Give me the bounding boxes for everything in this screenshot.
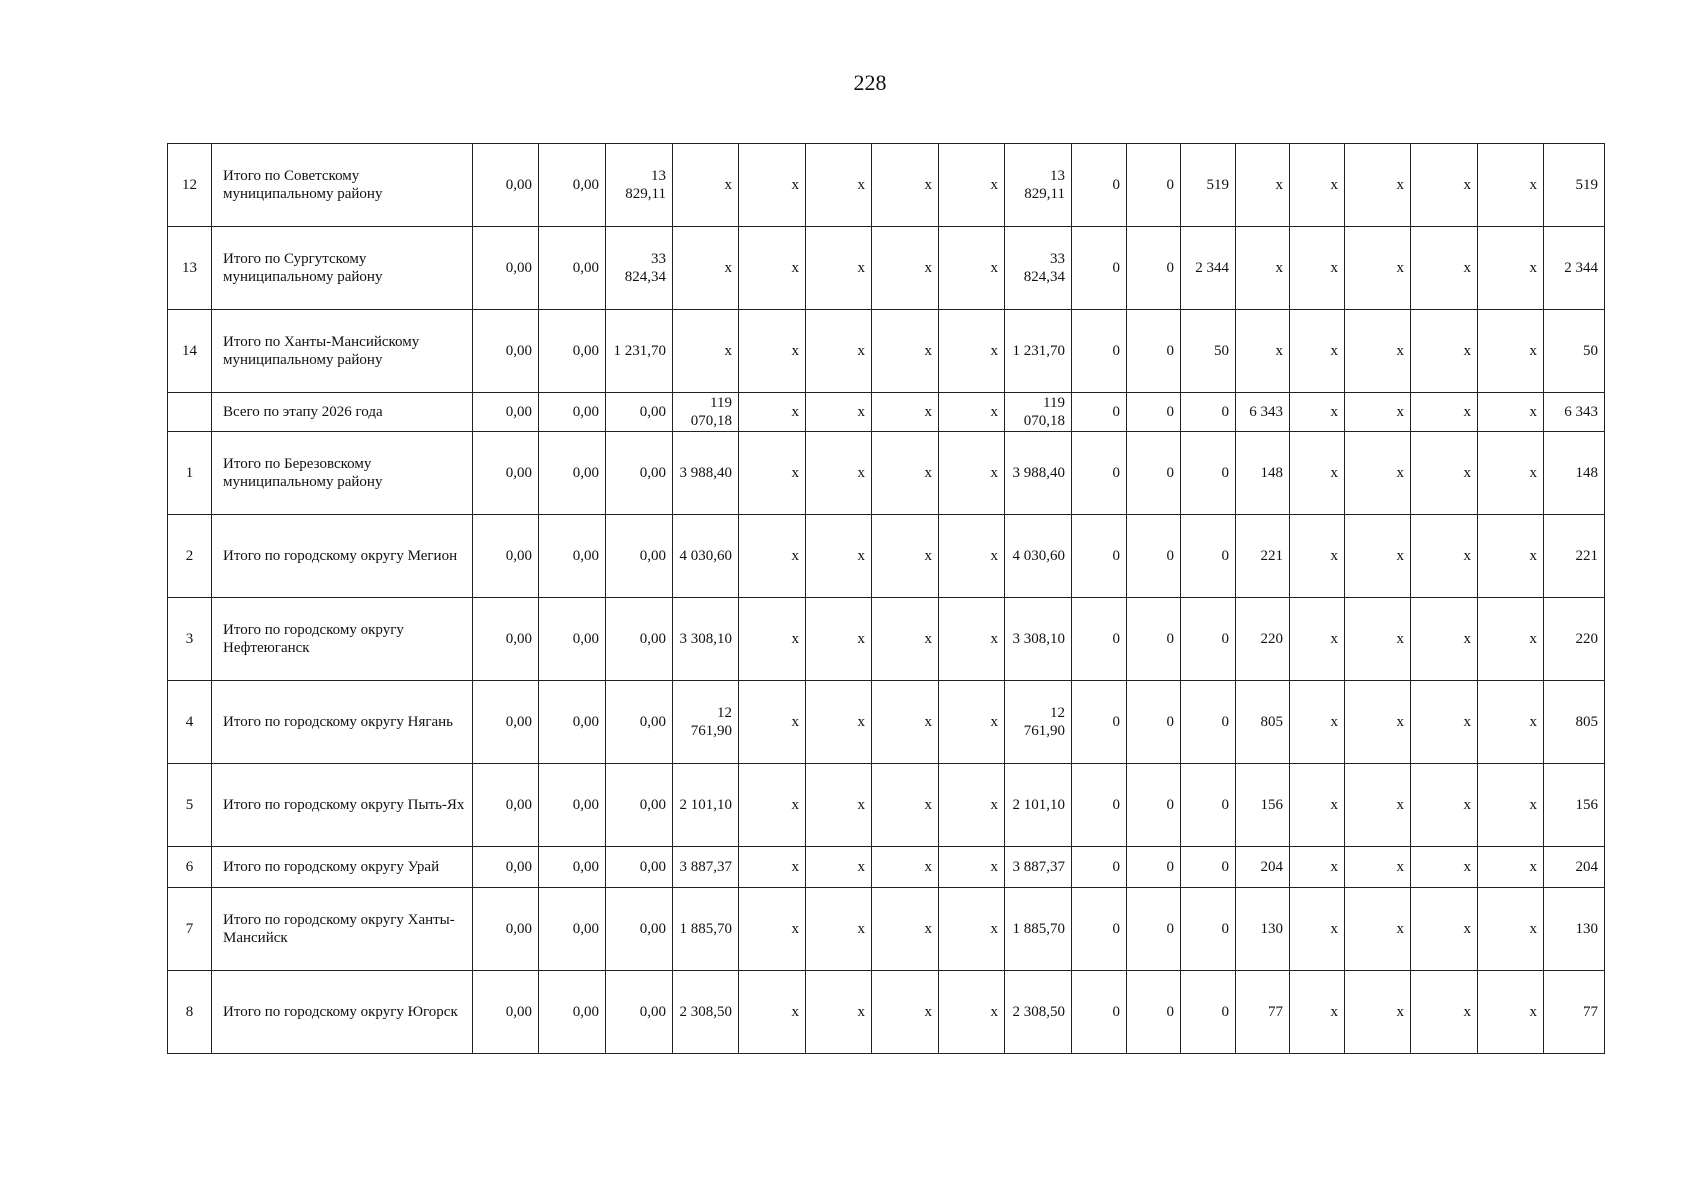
table-cell: 0,00 — [473, 971, 539, 1054]
table-cell: x — [939, 227, 1005, 310]
table-cell: 0,00 — [539, 681, 606, 764]
row-number: 6 — [168, 847, 212, 888]
table-cell: x — [1290, 598, 1345, 681]
table-cell: x — [939, 310, 1005, 393]
table-cell: 33 824,34 — [606, 227, 673, 310]
table-cell: 0,00 — [539, 144, 606, 227]
table-cell: 2 308,50 — [1005, 971, 1072, 1054]
table-cell: 0,00 — [473, 888, 539, 971]
table-row — [168, 598, 1605, 681]
table-cell: x — [939, 681, 1005, 764]
table-cell: 156 — [1544, 764, 1605, 847]
table-cell: 0 — [1127, 681, 1181, 764]
table-cell: x — [1290, 227, 1345, 310]
table-cell: x — [1236, 310, 1290, 393]
table-cell: 0 — [1181, 971, 1236, 1054]
table-cell: 3 988,40 — [1005, 432, 1072, 515]
table-cell: 4 030,60 — [673, 515, 739, 598]
table-cell: x — [806, 227, 872, 310]
table-row — [168, 227, 1605, 310]
table-cell: x — [806, 393, 872, 432]
row-name: Итого по Березовскому муниципальному району — [212, 432, 473, 515]
table-cell: 77 — [1544, 971, 1605, 1054]
table-cell: 0 — [1127, 310, 1181, 393]
table-row — [168, 515, 1605, 598]
table-cell: 1 231,70 — [1005, 310, 1072, 393]
table-cell: x — [806, 515, 872, 598]
table-cell: 0,00 — [539, 310, 606, 393]
table-cell: x — [1478, 144, 1544, 227]
table-cell: 0,00 — [539, 227, 606, 310]
table-cell: 0 — [1181, 598, 1236, 681]
row-number — [168, 393, 212, 432]
table-cell: 805 — [1236, 681, 1290, 764]
table-row — [168, 393, 1605, 432]
row-number: 3 — [168, 598, 212, 681]
table-row — [168, 310, 1605, 393]
table-cell: 0 — [1072, 681, 1127, 764]
table-cell: 0 — [1127, 227, 1181, 310]
table-cell: x — [872, 432, 939, 515]
table-cell: x — [739, 393, 806, 432]
table-cell: x — [1236, 144, 1290, 227]
table-cell: x — [1290, 144, 1345, 227]
table-cell: 3 308,10 — [673, 598, 739, 681]
table-cell: 1 885,70 — [1005, 888, 1072, 971]
table-cell: x — [1478, 847, 1544, 888]
table-cell: x — [1411, 227, 1478, 310]
table-cell: x — [1345, 598, 1411, 681]
table-cell: 0 — [1072, 310, 1127, 393]
table-cell: 0,00 — [473, 681, 539, 764]
table-cell: 50 — [1181, 310, 1236, 393]
table-cell: x — [1478, 310, 1544, 393]
table-cell: 0 — [1127, 515, 1181, 598]
table-cell: 0,00 — [473, 310, 539, 393]
table-cell: 220 — [1236, 598, 1290, 681]
row-number: 4 — [168, 681, 212, 764]
table-cell: x — [1411, 432, 1478, 515]
data-table — [167, 143, 1605, 1054]
row-number: 13 — [168, 227, 212, 310]
table-cell: 0,00 — [606, 432, 673, 515]
table-cell: x — [1411, 681, 1478, 764]
table-cell: x — [1345, 310, 1411, 393]
table-cell: 0,00 — [539, 432, 606, 515]
table-cell: x — [806, 971, 872, 1054]
table-cell: x — [1345, 393, 1411, 432]
row-name: Итого по городскому округу Югорск — [212, 971, 473, 1054]
table-cell: 0 — [1072, 227, 1127, 310]
table-cell: 0,00 — [473, 598, 539, 681]
table-cell: 12 761,90 — [1005, 681, 1072, 764]
table-cell: 0,00 — [473, 227, 539, 310]
table-cell: 77 — [1236, 971, 1290, 1054]
table-cell: x — [806, 847, 872, 888]
table-cell: 220 — [1544, 598, 1605, 681]
table-row — [168, 764, 1605, 847]
table-cell: 0 — [1181, 681, 1236, 764]
table-cell: 0 — [1072, 888, 1127, 971]
table-cell: x — [673, 227, 739, 310]
table-cell: x — [739, 310, 806, 393]
table-cell: 0 — [1127, 144, 1181, 227]
table-cell: x — [872, 888, 939, 971]
table-cell: x — [1478, 971, 1544, 1054]
table-cell: x — [939, 515, 1005, 598]
row-number: 12 — [168, 144, 212, 227]
row-number: 5 — [168, 764, 212, 847]
table-cell: 130 — [1236, 888, 1290, 971]
table-cell: 0 — [1072, 598, 1127, 681]
table-cell: 204 — [1544, 847, 1605, 888]
table-cell: 0,00 — [473, 764, 539, 847]
table-cell: x — [806, 764, 872, 847]
table-cell: x — [1411, 144, 1478, 227]
table-cell: x — [1290, 888, 1345, 971]
table-row — [168, 681, 1605, 764]
table-cell: x — [806, 598, 872, 681]
table-cell: 2 344 — [1544, 227, 1605, 310]
table-cell: 0,00 — [473, 393, 539, 432]
table-cell: x — [1236, 227, 1290, 310]
table-row — [168, 971, 1605, 1054]
table-cell: 805 — [1544, 681, 1605, 764]
table-cell: x — [1411, 971, 1478, 1054]
table-cell: 0,00 — [539, 598, 606, 681]
table-cell: x — [806, 681, 872, 764]
row-number: 7 — [168, 888, 212, 971]
row-number: 2 — [168, 515, 212, 598]
table-cell: x — [1345, 681, 1411, 764]
row-name: Итого по городскому округу Пыть-Ях — [212, 764, 473, 847]
table-cell: 0,00 — [539, 515, 606, 598]
table-cell: x — [739, 432, 806, 515]
table-cell: x — [806, 310, 872, 393]
table-cell: 0 — [1181, 515, 1236, 598]
table-cell: x — [1411, 393, 1478, 432]
row-name: Итого по Сургутскому муниципальному району — [212, 227, 473, 310]
table-cell: 1 885,70 — [673, 888, 739, 971]
table-cell: x — [1478, 598, 1544, 681]
table-cell: 148 — [1236, 432, 1290, 515]
page-number: 228 — [853, 70, 887, 95]
table-cell: x — [872, 598, 939, 681]
table-cell: 13 829,11 — [606, 144, 673, 227]
table-cell: x — [739, 764, 806, 847]
table-cell: 2 344 — [1181, 227, 1236, 310]
table-cell: x — [1290, 764, 1345, 847]
table-cell: x — [1290, 971, 1345, 1054]
table-cell: x — [872, 847, 939, 888]
table-cell: 0,00 — [539, 971, 606, 1054]
table-cell: 0,00 — [606, 393, 673, 432]
table-cell: x — [1345, 888, 1411, 971]
table-cell: 119 070,18 — [1005, 393, 1072, 432]
table-cell: 221 — [1544, 515, 1605, 598]
row-number: 8 — [168, 971, 212, 1054]
table-cell: x — [872, 764, 939, 847]
table-cell: 0,00 — [606, 598, 673, 681]
table-cell: 3 887,37 — [673, 847, 739, 888]
row-name: Итого по Ханты-Мансийскому муниципальному району — [212, 310, 473, 393]
table-cell: 0 — [1127, 393, 1181, 432]
table-cell: x — [872, 681, 939, 764]
table-cell: 0 — [1127, 598, 1181, 681]
table-cell: x — [1478, 227, 1544, 310]
table-cell: 4 030,60 — [1005, 515, 1072, 598]
table-cell: x — [739, 515, 806, 598]
table-cell: 0,00 — [473, 847, 539, 888]
table-cell: x — [806, 144, 872, 227]
table-cell: x — [1478, 515, 1544, 598]
table-cell: 0,00 — [606, 888, 673, 971]
table-cell: x — [939, 971, 1005, 1054]
table-row — [168, 888, 1605, 971]
table-cell: 2 308,50 — [673, 971, 739, 1054]
table-cell: 6 343 — [1236, 393, 1290, 432]
table-cell: x — [939, 432, 1005, 515]
table-cell: 0 — [1072, 144, 1127, 227]
row-name: Итого по городскому округу Нефтеюганск — [212, 598, 473, 681]
table-body — [168, 144, 1605, 1054]
row-number: 14 — [168, 310, 212, 393]
table-cell: 0 — [1181, 393, 1236, 432]
table-cell: x — [739, 598, 806, 681]
table-cell: 156 — [1236, 764, 1290, 847]
table-cell: x — [939, 764, 1005, 847]
table-cell: 0 — [1181, 847, 1236, 888]
table-cell: 204 — [1236, 847, 1290, 888]
table-cell: 0,00 — [606, 515, 673, 598]
table-cell: x — [939, 598, 1005, 681]
table-cell: x — [1411, 888, 1478, 971]
table-cell: x — [1345, 144, 1411, 227]
table-cell: 0 — [1072, 432, 1127, 515]
table-cell: x — [739, 681, 806, 764]
table-cell: x — [806, 888, 872, 971]
table-cell: 519 — [1544, 144, 1605, 227]
table-cell: 0 — [1072, 971, 1127, 1054]
table-cell: 0,00 — [606, 847, 673, 888]
table-cell: 6 343 — [1544, 393, 1605, 432]
table-cell: 0,00 — [473, 144, 539, 227]
row-name: Итого по городскому округу Нягань — [212, 681, 473, 764]
table-cell: x — [739, 144, 806, 227]
table-cell: 13 829,11 — [1005, 144, 1072, 227]
table-cell: x — [872, 310, 939, 393]
table-cell: x — [1411, 847, 1478, 888]
table-cell: x — [872, 971, 939, 1054]
table-cell: x — [1478, 764, 1544, 847]
table-cell: 0 — [1072, 515, 1127, 598]
table-cell: 0,00 — [606, 681, 673, 764]
table-cell: x — [1411, 515, 1478, 598]
table-cell: 50 — [1544, 310, 1605, 393]
table-cell: x — [739, 888, 806, 971]
table-cell: 0 — [1127, 432, 1181, 515]
table-cell: x — [739, 847, 806, 888]
table-cell: x — [1411, 764, 1478, 847]
table-cell: x — [872, 144, 939, 227]
table-cell: x — [1478, 432, 1544, 515]
table-cell: x — [1345, 847, 1411, 888]
table-cell: 519 — [1181, 144, 1236, 227]
table-cell: 0 — [1181, 888, 1236, 971]
table-cell: x — [1290, 515, 1345, 598]
table-cell: 0,00 — [539, 393, 606, 432]
table-cell: x — [1290, 432, 1345, 515]
table-cell: x — [1478, 681, 1544, 764]
table-cell: x — [1290, 393, 1345, 432]
table-cell: x — [872, 393, 939, 432]
table-cell: x — [1290, 681, 1345, 764]
table-cell: x — [1478, 393, 1544, 432]
table-cell: 0 — [1127, 764, 1181, 847]
table-cell: x — [872, 227, 939, 310]
table-cell: x — [673, 144, 739, 227]
table-row — [168, 432, 1605, 515]
table-cell: x — [739, 227, 806, 310]
row-name: Итого по городскому округу Ханты-Мансийск — [212, 888, 473, 971]
table-cell: 3 308,10 — [1005, 598, 1072, 681]
table-cell: x — [739, 971, 806, 1054]
table-cell: 0 — [1181, 764, 1236, 847]
table-cell: x — [939, 847, 1005, 888]
table-cell: 0,00 — [473, 515, 539, 598]
table-cell: x — [939, 888, 1005, 971]
table-row — [168, 847, 1605, 888]
table-cell: x — [1345, 432, 1411, 515]
table-cell: 0 — [1127, 888, 1181, 971]
table-cell: x — [1345, 971, 1411, 1054]
row-name: Итого по Советскому муниципальному району — [212, 144, 473, 227]
table-cell: 148 — [1544, 432, 1605, 515]
table-cell: 2 101,10 — [1005, 764, 1072, 847]
row-number: 1 — [168, 432, 212, 515]
table-cell: 3 887,37 — [1005, 847, 1072, 888]
table-cell: 0,00 — [606, 764, 673, 847]
table-cell: 3 988,40 — [673, 432, 739, 515]
row-name: Всего по этапу 2026 года — [212, 393, 473, 432]
table-cell: 0 — [1072, 764, 1127, 847]
table-cell: x — [673, 310, 739, 393]
table-cell: x — [1411, 598, 1478, 681]
table-cell: 0,00 — [473, 432, 539, 515]
table-cell: 12 761,90 — [673, 681, 739, 764]
table-row — [168, 144, 1605, 227]
table-cell: 221 — [1236, 515, 1290, 598]
table-cell: x — [1478, 888, 1544, 971]
table-cell: x — [1411, 310, 1478, 393]
table-cell: 0 — [1127, 971, 1181, 1054]
table-cell: x — [939, 393, 1005, 432]
table-cell: 0 — [1072, 847, 1127, 888]
row-name: Итого по городскому округу Урай — [212, 847, 473, 888]
table-cell: x — [939, 144, 1005, 227]
table-cell: 0,00 — [539, 764, 606, 847]
table-cell: x — [1345, 227, 1411, 310]
table-cell: x — [1345, 515, 1411, 598]
table-cell: 0,00 — [539, 847, 606, 888]
table-cell: 0 — [1181, 432, 1236, 515]
table-cell: 2 101,10 — [673, 764, 739, 847]
table-cell: 33 824,34 — [1005, 227, 1072, 310]
table-cell: 1 231,70 — [606, 310, 673, 393]
table-cell: x — [1290, 310, 1345, 393]
table-cell: x — [806, 432, 872, 515]
table-cell: 130 — [1544, 888, 1605, 971]
table-cell: 119 070,18 — [673, 393, 739, 432]
table-cell: x — [872, 515, 939, 598]
table-cell: x — [1345, 764, 1411, 847]
table-cell: 0,00 — [539, 888, 606, 971]
table-cell: 0,00 — [606, 971, 673, 1054]
table-cell: 0 — [1072, 393, 1127, 432]
table-cell: x — [1290, 847, 1345, 888]
table-cell: 0 — [1127, 847, 1181, 888]
row-name: Итого по городскому округу Мегион — [212, 515, 473, 598]
